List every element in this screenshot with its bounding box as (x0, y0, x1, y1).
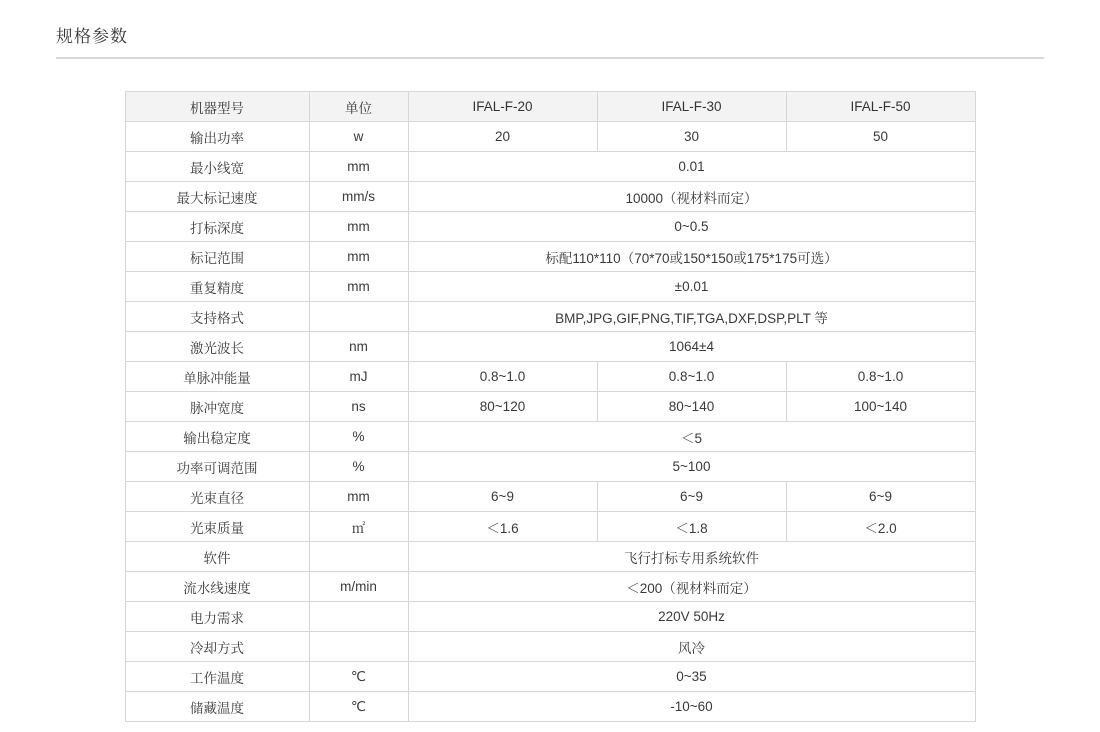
row-label-cell: 重复精度 (125, 272, 309, 302)
row-value-cell: 0.8~1.0 (786, 362, 975, 392)
row-value-cell: ＜5 (408, 422, 975, 452)
table-row (125, 542, 975, 572)
row-unit-cell: % (309, 422, 408, 452)
row-unit-cell: mJ (309, 362, 408, 392)
table-row (125, 302, 975, 332)
table-header-cell: 机器型号 (125, 92, 309, 122)
row-label-cell: 脉冲宽度 (125, 392, 309, 422)
row-value-cell: 0~0.5 (408, 212, 975, 242)
row-value-cell: 6~9 (408, 482, 597, 512)
row-value-cell: 0.8~1.0 (408, 362, 597, 392)
table-row (125, 332, 975, 362)
row-value-cell: 30 (597, 122, 786, 152)
row-value-cell: -10~60 (408, 692, 975, 722)
row-unit-cell: m/min (309, 572, 408, 602)
table-header-row (125, 92, 975, 122)
row-value-cell: 5~100 (408, 452, 975, 482)
table-row (125, 152, 975, 182)
row-value-cell: 220V 50Hz (408, 602, 975, 632)
row-unit-cell (309, 302, 408, 332)
row-label-cell: 打标深度 (125, 212, 309, 242)
table-row (125, 422, 975, 452)
row-label-cell: 电力需求 (125, 602, 309, 632)
row-unit-cell: mm (309, 272, 408, 302)
row-unit-cell: mm (309, 482, 408, 512)
table-row (125, 632, 975, 662)
table-header-cell: IFAL-F-30 (597, 92, 786, 122)
row-label-cell: 输出稳定度 (125, 422, 309, 452)
table-row (125, 692, 975, 722)
row-value-cell: 6~9 (597, 482, 786, 512)
row-label-cell: 最大标记速度 (125, 182, 309, 212)
table-row (125, 212, 975, 242)
row-label-cell: 单脉冲能量 (125, 362, 309, 392)
table-row (125, 452, 975, 482)
row-unit-cell: w (309, 122, 408, 152)
row-value-cell: 0.8~1.0 (597, 362, 786, 392)
row-value-cell: 标配110*110（70*70或150*150或175*175可选） (408, 242, 975, 272)
row-value-cell: ＜200（视材料而定） (408, 572, 975, 602)
row-label-cell: 储藏温度 (125, 692, 309, 722)
row-label-cell: 最小线宽 (125, 152, 309, 182)
title-divider (56, 57, 1044, 59)
row-value-cell: ＜2.0 (786, 512, 975, 542)
spec-table-container (0, 91, 1100, 722)
row-label-cell: 激光波长 (125, 332, 309, 362)
row-label-cell: 标记范围 (125, 242, 309, 272)
row-value-cell: BMP,JPG,GIF,PNG,TIF,TGA,DXF,DSP,PLT 等 (408, 302, 975, 332)
row-value-cell: 0~35 (408, 662, 975, 692)
row-unit-cell: ℃ (309, 692, 408, 722)
table-row (125, 512, 975, 542)
page-header (0, 0, 1100, 59)
table-row (125, 602, 975, 632)
table-header-cell: IFAL-F-20 (408, 92, 597, 122)
table-row (125, 182, 975, 212)
row-value-cell: 飞行打标专用系统软件 (408, 542, 975, 572)
table-row (125, 272, 975, 302)
table-row (125, 242, 975, 272)
table-row (125, 392, 975, 422)
row-value-cell: 20 (408, 122, 597, 152)
row-value-cell: 80~140 (597, 392, 786, 422)
row-unit-cell: % (309, 452, 408, 482)
row-value-cell: 100~140 (786, 392, 975, 422)
row-value-cell: 风冷 (408, 632, 975, 662)
row-value-cell: ±0.01 (408, 272, 975, 302)
row-unit-cell (309, 602, 408, 632)
row-value-cell: ＜1.8 (597, 512, 786, 542)
row-unit-cell: nm (309, 332, 408, 362)
row-unit-cell: mm/s (309, 182, 408, 212)
row-unit-cell: mm (309, 212, 408, 242)
row-unit-cell (309, 632, 408, 662)
spec-table (125, 91, 976, 722)
row-value-cell: 1064±4 (408, 332, 975, 362)
row-value-cell: 0.01 (408, 152, 975, 182)
row-value-cell: 10000（视材料而定） (408, 182, 975, 212)
table-row (125, 662, 975, 692)
row-unit-cell: ℃ (309, 662, 408, 692)
row-label-cell: 冷却方式 (125, 632, 309, 662)
table-header-cell: IFAL-F-50 (786, 92, 975, 122)
table-header-cell: 单位 (309, 92, 408, 122)
row-unit-cell: mm (309, 152, 408, 182)
row-value-cell: 80~120 (408, 392, 597, 422)
row-label-cell: 光束直径 (125, 482, 309, 512)
table-row (125, 122, 975, 152)
row-unit-cell: ns (309, 392, 408, 422)
row-value-cell: ＜1.6 (408, 512, 597, 542)
page-title: 规格参数 (56, 27, 128, 46)
table-row (125, 362, 975, 392)
row-unit-cell: ㎡ (309, 512, 408, 542)
row-label-cell: 输出功率 (125, 122, 309, 152)
spec-table-body (125, 92, 975, 722)
row-unit-cell (309, 542, 408, 572)
row-value-cell: 50 (786, 122, 975, 152)
row-value-cell: 6~9 (786, 482, 975, 512)
row-label-cell: 软件 (125, 542, 309, 572)
row-label-cell: 工作温度 (125, 662, 309, 692)
row-label-cell: 光束质量 (125, 512, 309, 542)
row-label-cell: 功率可调范围 (125, 452, 309, 482)
row-label-cell: 流水线速度 (125, 572, 309, 602)
table-row (125, 572, 975, 602)
row-label-cell: 支持格式 (125, 302, 309, 332)
table-row (125, 482, 975, 512)
row-unit-cell: mm (309, 242, 408, 272)
